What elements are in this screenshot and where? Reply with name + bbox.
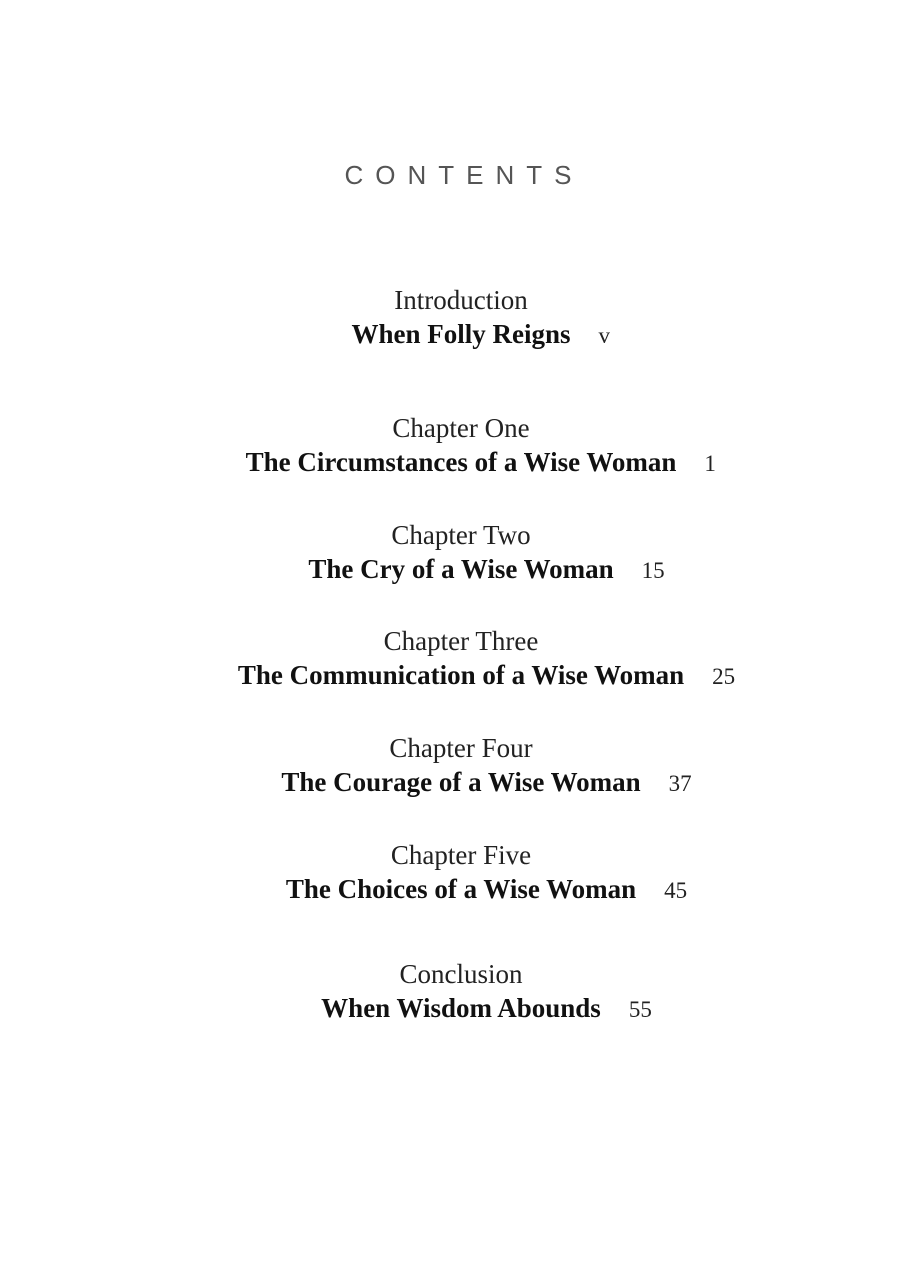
toc-entry-label: Chapter Five [390, 840, 532, 870]
toc-entry-label: Introduction [394, 285, 528, 315]
toc-entry-page-number: 15 [641, 558, 665, 583]
toc-entry-title[interactable]: When Wisdom Abounds [321, 993, 601, 1023]
toc-entry-introduction [0, 283, 922, 355]
toc-entry-chapter-three [0, 624, 922, 696]
toc-entry-label: Chapter Three [383, 626, 539, 656]
toc-entry-conclusion [0, 957, 922, 1029]
toc-entry-label: Chapter One [392, 413, 530, 443]
toc-entry-title[interactable]: The Circumstances of a Wise Woman [245, 447, 677, 477]
toc-entry-title[interactable]: The Cry of a Wise Woman [308, 554, 614, 584]
toc-entry-chapter-two [0, 518, 922, 590]
toc-entry-title[interactable]: The Courage of a Wise Woman [281, 767, 641, 797]
toc-entry-label: Conclusion [399, 959, 523, 989]
toc-entry-page-number: 55 [628, 997, 652, 1022]
toc-entry-line [0, 872, 922, 910]
toc-entry-page-number: 1 [704, 451, 716, 476]
toc-entry-label: Chapter Four [389, 733, 533, 763]
toc-entry-line [0, 317, 922, 355]
toc-entry-page-number: 25 [712, 664, 736, 689]
toc-entry-line [0, 765, 922, 803]
toc-entry-chapter-four [0, 731, 922, 803]
toc-entry-title[interactable]: The Choices of a Wise Woman [285, 874, 637, 904]
toc-entry-line [0, 658, 922, 696]
toc-entry-chapter-one [0, 411, 922, 483]
toc-entry-line [0, 991, 922, 1029]
toc-entry-line [0, 552, 922, 590]
page-title: CONTENTS [344, 160, 584, 190]
toc-entry-chapter-five [0, 838, 922, 910]
toc-entry-line [0, 445, 922, 483]
toc-entry-title[interactable]: When Folly Reigns [351, 319, 571, 349]
toc-entry-label: Chapter Two [391, 520, 531, 550]
toc-entry-page-number: 45 [664, 878, 688, 903]
toc-entry-title[interactable]: The Communication of a Wise Woman [237, 660, 685, 690]
toc-entry-page-number: v [598, 323, 611, 348]
toc-entry-page-number: 37 [668, 771, 692, 796]
